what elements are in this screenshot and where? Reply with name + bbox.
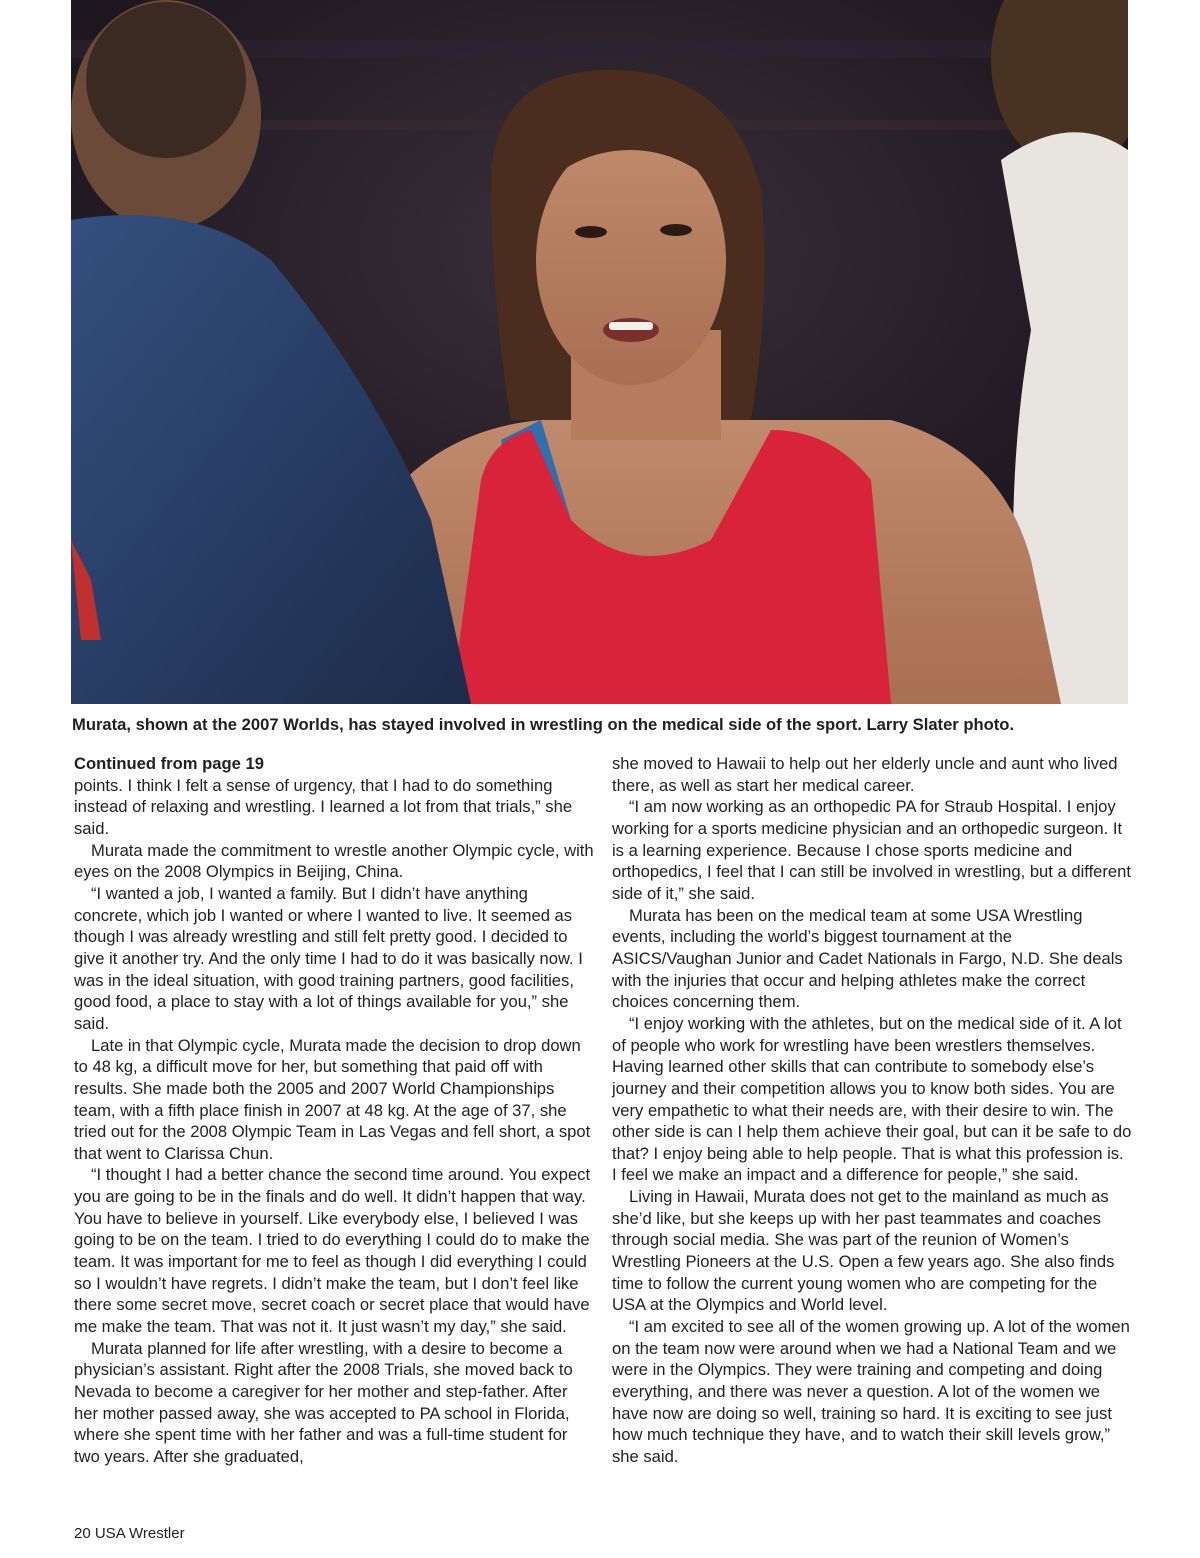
wrestler-photo-illustration <box>71 0 1128 704</box>
paragraph: “I am now working as an orthopedic PA for Straub Hospital. I enjoy working for a sports medicine physician and an orthopedic surgeon. It is a learning experience. Because I chose sports medicine and orthopedics, I feel that I can still be involved in wrestling, but a different side of it,” she said. <box>612 797 1132 903</box>
feature-photo <box>71 0 1128 704</box>
paragraph: “I am excited to see all of the women growing up. A lot of the women on the team now were around when we had a National Team and we were in the Olympics. They were training and competing and doing everything, and there was never a question. A lot of the women we have now are doing so well, training so hard. It is exciting to see just how much technique they have, and to watch their skill levels grow,” she said. <box>612 1317 1130 1466</box>
paragraph: Living in Hawaii, Murata does not get to the mainland as much as she’d like, but she keeps up with her past teammates and coaches through social media. She was part of the reunion of Women’s Wrestling Pioneers at the U.S. Open a few years ago. She also finds time to follow the current young women who are competing for the USA at the Olympics and World level. <box>612 1187 1115 1315</box>
article-column-left <box>74 753 594 1468</box>
paragraph: “I thought I had a better chance the second time around. You expect you are going to be in the finals and do well. It didn’t happen that way. You have to believe in yourself. Like everybody else, I believed I was going to be on the team. I tried to do everything I could do to make the team. It was important for me to feel as though I did everything I could so I wouldn’t have regrets. I didn’t make the team, but I don’t feel like there some secret move, secret coach or secret place that would have me make the team. That was not it. It just wasn’t my day,” she said. <box>74 1165 591 1337</box>
continued-label: Continued from page 19 <box>74 754 264 773</box>
paragraph: points. I think I felt a sense of urgency, that I had to do something instead of relaxing and wrestling. I learned a lot from that trials,” she said. <box>74 775 573 838</box>
paragraph: Murata made the commitment to wrestle another Olympic cycle, with eyes on the 2008 Olympics in Beijing, China. <box>74 840 594 882</box>
page-folio: 20 USA Wrestler <box>74 1525 185 1542</box>
article-column-right <box>612 753 1132 1468</box>
photo-caption: Murata, shown at the 2007 Worlds, has stayed involved in wrestling on the medical side of the sport. Larry Slater photo. <box>72 715 1015 734</box>
paragraph: “I wanted a job, I wanted a family. But I didn’t have anything concrete, which job I wanted or where I wanted to live. It seemed as though I was already wrestling and still felt pretty good. I decided to give it another try. And the only time I had to do it was basically now. I was in the ideal situation, with good training partners, good facilities, good food, a place to stay with a lot of things available for you,” she said. <box>74 883 583 1033</box>
paragraph: Late in that Olympic cycle, Murata made the decision to drop down to 48 kg, a difficult move for her, but something that paid off with results. She made both the 2005 and 2007 World Championships team, with a fifth place finish in 2007 at 48 kg. At the age of 37, she tried out for the 2008 Olympic Team in Las Vegas and fell short, a spot that went to Clarissa Chun. <box>74 1035 591 1163</box>
paragraph: she moved to Hawaii to help out her elderly uncle and aunt who lived there, as well as start her medical career. <box>612 754 1118 795</box>
paragraph: “I enjoy working with the athletes, but on the medical side of it. A lot of people who work for wrestling have been wrestlers themselves. Having learned other skills that can contribute to somebody else’s journey and their competition allows you to know both sides. You are very empathetic to what their needs are, with their desire to win. The other side is can I help them achieve their goal, but can it be safe to do that? I enjoy being able to help people. That is what this profession is. I feel we make an impact and a difference for people,” she said. <box>612 1013 1132 1185</box>
paragraph: Murata has been on the medical team at some USA Wrestling events, including the world’s biggest tournament at the ASICS/Vaughan Junior and Cadet Nationals in Fargo, N.D. She deals with the injuries that occur and helping athletes make the correct choices concerning them. <box>612 905 1123 1012</box>
paragraph: Murata planned for life after wrestling, with a desire to become a physician’s assistant. Right after the 2008 Trials, she moved back to Nevada to become a caregiver for her mother and step-father. After her mother passed away, she was accepted to PA school in Florida, where she spent time with her father and was a full-time student for two years. After she graduated, <box>74 1338 573 1466</box>
